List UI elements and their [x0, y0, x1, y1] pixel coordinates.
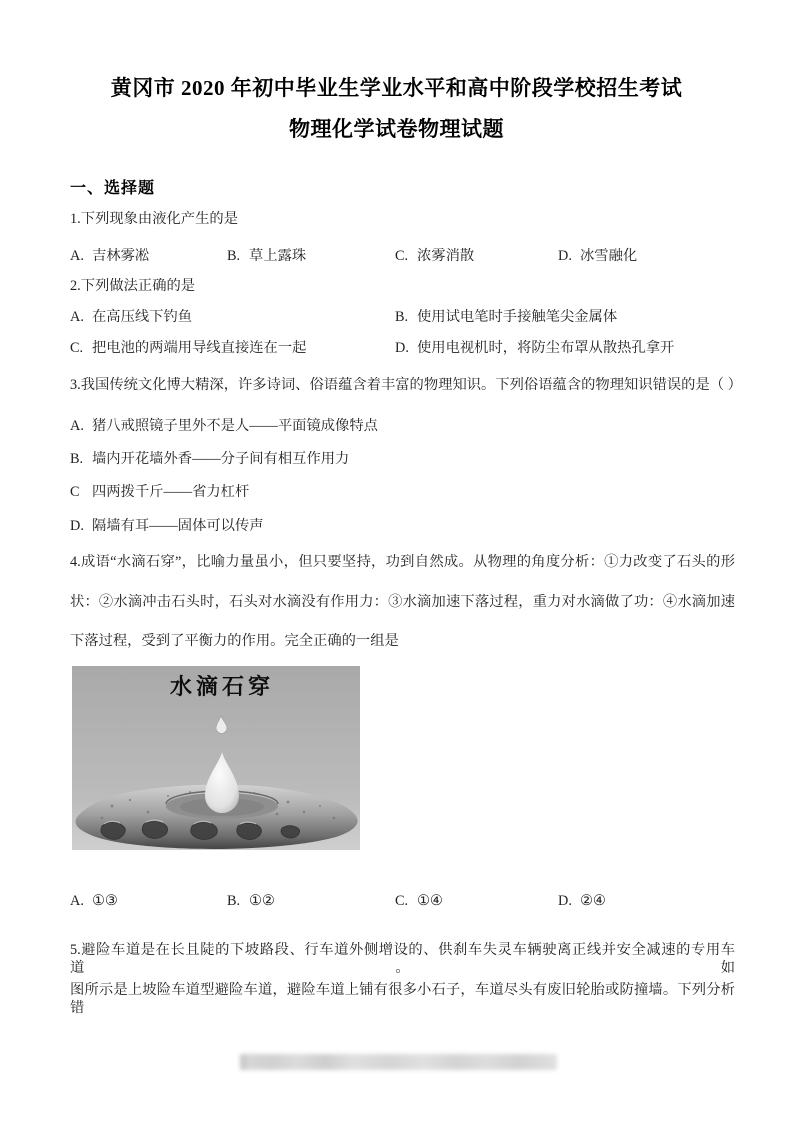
watermark-strip — [240, 1054, 557, 1070]
q3-option-d-text: 隔墙有耳——固体可以传声 — [92, 518, 264, 534]
q3-option-a-text: 猪八戒照镜子里外不是人——平面镜成像特点 — [92, 418, 378, 434]
water-drop-stone-figure — [72, 666, 360, 850]
q1-option-b-text: 草上露珠 — [249, 248, 307, 264]
water-drop-stone-photo — [72, 666, 360, 850]
q3-option-d — [70, 517, 735, 535]
q3-option-b — [70, 450, 735, 468]
q2-option-a-text: 在高压线下钓鱼 — [92, 309, 193, 325]
q4-option-d — [558, 892, 735, 910]
q4-option-b-text: ①② — [249, 893, 275, 909]
q2-option-d — [395, 339, 735, 357]
q4-option-d-text: ②④ — [580, 893, 606, 909]
question-1-options — [70, 247, 735, 265]
question-5-stem-line2: 图所示是上坡险车道型避险车道，避险车道上铺有很多小石子，车道尽头有废旧轮胎或防撞墙。下列分析错 — [70, 982, 735, 1016]
q2-option-c-text: 把电池的两端用导线直接连在一起 — [92, 340, 307, 356]
q3-option-b-text: 墙内开花墙外香——分子间有相互作用力 — [92, 451, 350, 467]
q2-option-a-label: A. — [70, 309, 84, 325]
figure-caption: 水滴石穿 — [169, 674, 275, 699]
q4-option-c-label: C. — [395, 893, 409, 909]
q1-option-b-label: B. — [227, 248, 241, 264]
q1-option-a — [70, 247, 227, 265]
question-2-options-row1 — [70, 308, 735, 326]
q3-option-d-label: D. — [70, 518, 84, 534]
q1-option-d-text: 冰雪融化 — [580, 248, 638, 264]
q1-option-c — [395, 247, 558, 265]
q1-option-d — [558, 247, 735, 265]
question-4-stem-line1: 4.成语“水滴石穿”，比喻力量虽小，但只要坚持，功到自然成。从物理的角度分析：①力改变了石头的形 — [70, 554, 735, 570]
q2-option-b — [395, 308, 735, 326]
q1-option-c-text: 浓雾消散 — [417, 248, 475, 264]
question-4-stem-line3: 下落过程，受到了平衡力的作用。完全正确的一组是 — [70, 633, 399, 649]
q1-option-d-label: D. — [558, 248, 572, 264]
q3-option-a — [70, 417, 735, 435]
q1-option-a-label: A. — [70, 248, 84, 264]
doc-title-line1: 黄冈市 2020 年初中毕业生学业水平和高中阶段学校招生考试 — [110, 76, 683, 100]
question-3-stem: 3.我国传统文化博大精深，许多诗词、俗语蕴含着丰富的物理知识。下列俗语蕴含的物理知识错误的是（ ） — [70, 377, 742, 393]
q2-option-d-text: 使用电视机时，将防尘布罩从散热孔拿开 — [417, 340, 675, 356]
q3-option-c — [70, 483, 735, 501]
q4-option-a — [70, 892, 227, 910]
q1-option-b — [227, 247, 395, 265]
q2-option-b-label: B. — [395, 309, 409, 325]
q2-option-b-text: 使用试电笔时手接触笔尖金属体 — [417, 309, 618, 325]
question-2-stem: 2.下列做法正确的是 — [70, 278, 196, 294]
doc-title-line2: 物理化学试卷物理试题 — [289, 117, 504, 141]
q4-option-a-text: ①③ — [92, 893, 118, 909]
q2-option-c-label: C. — [70, 340, 84, 356]
question-4-stem-line2: 状：②水滴冲击石头时，石头对水滴没有作用力：③水滴加速下落过程，重力对水滴做了功：④水滴加速 — [70, 594, 735, 610]
question-5-stem-line1: 5.避险车道是在长且陡的下坡路段、行车道外侧增设的、供刹车失灵车辆驶离正线并安全减速的专用车道。如 — [70, 942, 735, 976]
q4-option-a-label: A. — [70, 893, 84, 909]
q3-option-c-text: 四两拨千斤——省力杠杆 — [92, 484, 250, 500]
q3-option-b-label: B. — [70, 451, 84, 467]
q2-option-c — [70, 339, 395, 357]
section-heading: 一、选择题 — [70, 180, 156, 197]
q4-option-b — [227, 892, 395, 910]
q4-option-d-label: D. — [558, 893, 572, 909]
q4-option-b-label: B. — [227, 893, 241, 909]
q3-option-a-label: A. — [70, 418, 84, 434]
question-2-options-row2 — [70, 339, 735, 357]
q2-option-d-label: D. — [395, 340, 409, 356]
q4-option-c — [395, 892, 558, 910]
q2-option-a — [70, 308, 395, 326]
q1-option-a-text: 吉林雾凇 — [92, 248, 150, 264]
q1-option-c-label: C. — [395, 248, 409, 264]
question-1-stem: 1.下列现象由液化产生的是 — [70, 211, 238, 227]
question-4-options — [70, 892, 735, 910]
q4-option-c-text: ①④ — [417, 893, 443, 909]
q3-option-c-label: C — [70, 484, 80, 500]
